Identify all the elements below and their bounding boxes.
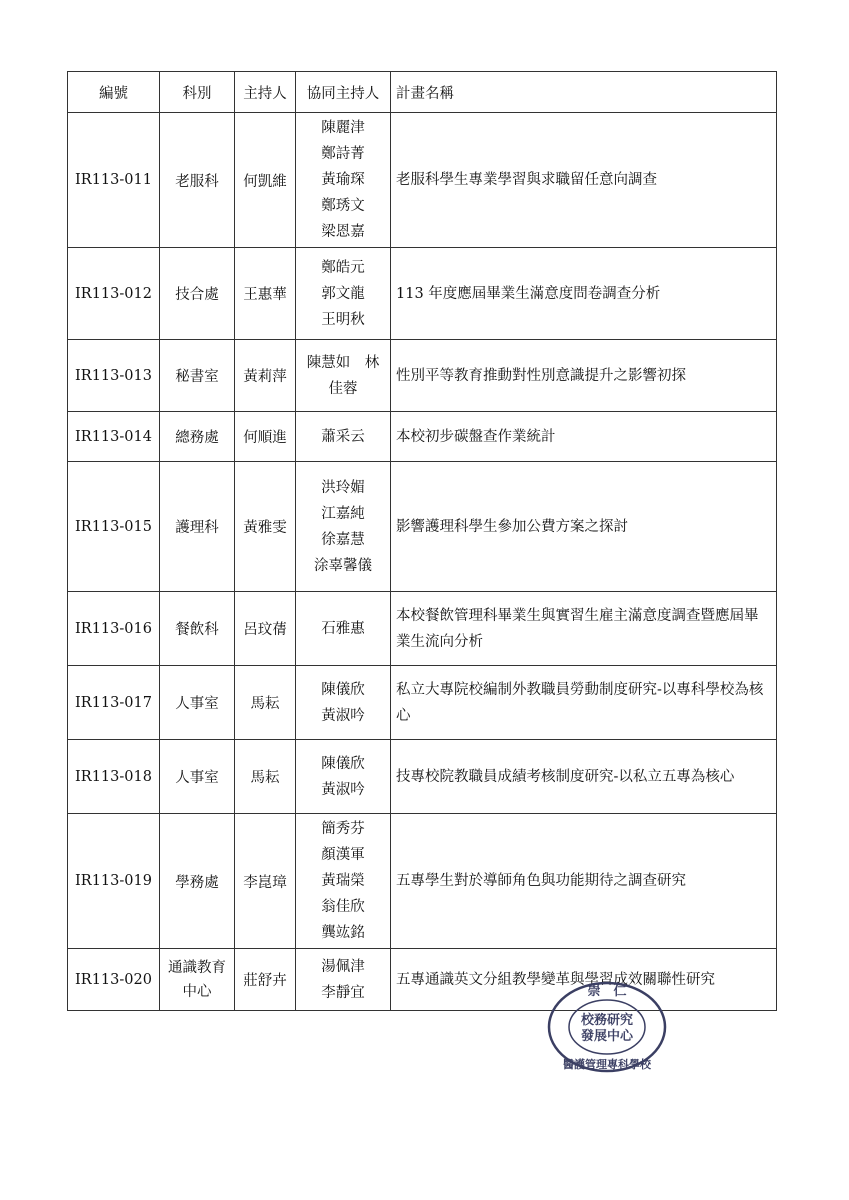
cell-department: 總務處 xyxy=(160,412,235,462)
table-row xyxy=(68,113,777,248)
cell-department: 老服科 xyxy=(160,113,235,248)
cell-principal-investigator: 李崑璋 xyxy=(235,814,296,949)
co-investigator-name: 鄭詩菁 xyxy=(321,146,365,162)
cell-project-title: 性別平等教育推動對性別意識提升之影響初探 xyxy=(391,340,777,412)
co-investigator-name: 王明秋 xyxy=(321,311,365,328)
cell-co-investigators xyxy=(296,412,391,462)
cell-co-investigators xyxy=(296,592,391,666)
co-investigator-name: 黃淑吟 xyxy=(321,781,365,798)
cell-project-id: IR113-018 xyxy=(68,740,160,814)
cell-co-investigators xyxy=(296,666,391,740)
co-investigator-name: 陳儀欣 xyxy=(321,681,365,698)
cell-project-title: 113 年度應屆畢業生滿意度問卷調查分析 xyxy=(391,248,777,340)
table-row xyxy=(68,814,777,949)
cell-project-title: 本校餐飲管理科畢業生與實習生雇主滿意度調查暨應屆畢業生流向分析 xyxy=(391,592,777,666)
co-investigator-name: 江嘉純 xyxy=(321,505,365,522)
cell-co-investigators xyxy=(296,462,391,592)
cell-project-title: 技專校院教職員成績考核制度研究-以私立五專為核心 xyxy=(391,740,777,814)
cell-project-title: 本校初步碳盤查作業統計 xyxy=(391,412,777,462)
header-dept: 科別 xyxy=(160,72,235,113)
table-row xyxy=(68,949,777,1011)
cell-co-investigators xyxy=(296,113,391,248)
table-row xyxy=(68,592,777,666)
cell-project-id: IR113-011 xyxy=(68,113,160,248)
header-title: 計畫名稱 xyxy=(391,72,777,113)
co-investigator-name: 李靜宜 xyxy=(321,984,365,1001)
co-investigator-name: 陳儀欣 xyxy=(321,755,365,772)
cell-project-title: 五專通識英文分組教學變革與學習成效關聯性研究 xyxy=(391,949,777,1011)
table-row xyxy=(68,666,777,740)
co-investigator-name: 龔竑銘 xyxy=(321,925,365,941)
cell-department: 通識教育 中心 xyxy=(160,949,235,1011)
school-seal xyxy=(545,975,670,1075)
table-row xyxy=(68,740,777,814)
co-investigator-name: 陳麗津 xyxy=(321,120,365,136)
seal-center-line-2: 發展中心 xyxy=(580,1029,634,1044)
co-investigator-name: 黃瑜琛 xyxy=(321,172,365,188)
co-investigator-name: 黃淑吟 xyxy=(321,707,365,724)
co-investigator-name: 鄭皓元 xyxy=(321,259,365,276)
table-row xyxy=(68,248,777,340)
co-investigator-name: 顏漢軍 xyxy=(321,847,365,863)
cell-co-investigators xyxy=(296,340,391,412)
seal-bottom-text: 醫護管理專科學校 xyxy=(563,1058,651,1071)
cell-project-id: IR113-020 xyxy=(68,949,160,1011)
cell-department: 技合處 xyxy=(160,248,235,340)
table-body xyxy=(68,113,777,1011)
table-row xyxy=(68,412,777,462)
cell-project-id: IR113-014 xyxy=(68,412,160,462)
co-investigator-name: 石雅惠 xyxy=(321,620,365,637)
co-investigator-name: 鄭琇文 xyxy=(321,198,365,214)
cell-principal-investigator: 黃莉萍 xyxy=(235,340,296,412)
cell-project-title: 老服科學生專業學習與求職留任意向調查 xyxy=(391,113,777,248)
cell-principal-investigator: 馬耘 xyxy=(235,740,296,814)
co-investigator-name: 陳慧如 林 xyxy=(306,354,380,371)
cell-project-title: 私立大專院校編制外教職員勞動制度研究-以專科學校為核心 xyxy=(391,666,777,740)
header-row xyxy=(68,72,777,113)
cell-co-investigators xyxy=(296,949,391,1011)
cell-co-investigators xyxy=(296,248,391,340)
cell-principal-investigator: 莊舒卉 xyxy=(235,949,296,1011)
table-row xyxy=(68,462,777,592)
co-investigator-name: 涂辜馨儀 xyxy=(314,557,372,574)
cell-project-id: IR113-015 xyxy=(68,462,160,592)
co-investigator-name: 洪玲媚 xyxy=(321,479,365,496)
cell-co-investigators xyxy=(296,814,391,949)
cell-principal-investigator: 王惠華 xyxy=(235,248,296,340)
co-investigator-name: 翁佳欣 xyxy=(321,899,365,915)
cell-project-id: IR113-016 xyxy=(68,592,160,666)
co-investigator-name: 簡秀芬 xyxy=(321,821,365,837)
co-investigator-name: 黃瑞榮 xyxy=(321,873,365,889)
co-investigator-name: 佳蓉 xyxy=(328,380,358,397)
cell-department: 餐飲科 xyxy=(160,592,235,666)
seal-top-text: 崇 仁 xyxy=(587,984,627,999)
table-row xyxy=(68,340,777,412)
cell-department: 人事室 xyxy=(160,740,235,814)
cell-principal-investigator: 馬耘 xyxy=(235,666,296,740)
cell-department: 秘書室 xyxy=(160,340,235,412)
research-projects-table xyxy=(67,71,777,1011)
co-investigator-name: 徐嘉慧 xyxy=(321,531,365,548)
co-investigator-name: 蕭采云 xyxy=(321,428,365,445)
header-co-pi: 協同主持人 xyxy=(296,72,391,113)
cell-project-title: 五專學生對於導師角色與功能期待之調查研究 xyxy=(391,814,777,949)
cell-project-id: IR113-017 xyxy=(68,666,160,740)
co-investigator-name: 湯佩津 xyxy=(321,958,365,975)
cell-principal-investigator: 黃雅雯 xyxy=(235,462,296,592)
co-investigator-name: 郭文龍 xyxy=(321,285,365,302)
cell-principal-investigator: 何凱維 xyxy=(235,113,296,248)
cell-project-id: IR113-012 xyxy=(68,248,160,340)
header-pi: 主持人 xyxy=(235,72,296,113)
cell-project-title: 影響護理科學生參加公費方案之探討 xyxy=(391,462,777,592)
header-id: 編號 xyxy=(68,72,160,113)
cell-department: 護理科 xyxy=(160,462,235,592)
seal-center-line-1: 校務研究 xyxy=(580,1013,634,1028)
cell-project-id: IR113-013 xyxy=(68,340,160,412)
cell-principal-investigator: 呂玟蒨 xyxy=(235,592,296,666)
co-investigator-name: 梁恩嘉 xyxy=(321,224,365,240)
cell-project-id: IR113-019 xyxy=(68,814,160,949)
cell-department: 人事室 xyxy=(160,666,235,740)
cell-principal-investigator: 何順進 xyxy=(235,412,296,462)
cell-co-investigators xyxy=(296,740,391,814)
cell-department: 學務處 xyxy=(160,814,235,949)
